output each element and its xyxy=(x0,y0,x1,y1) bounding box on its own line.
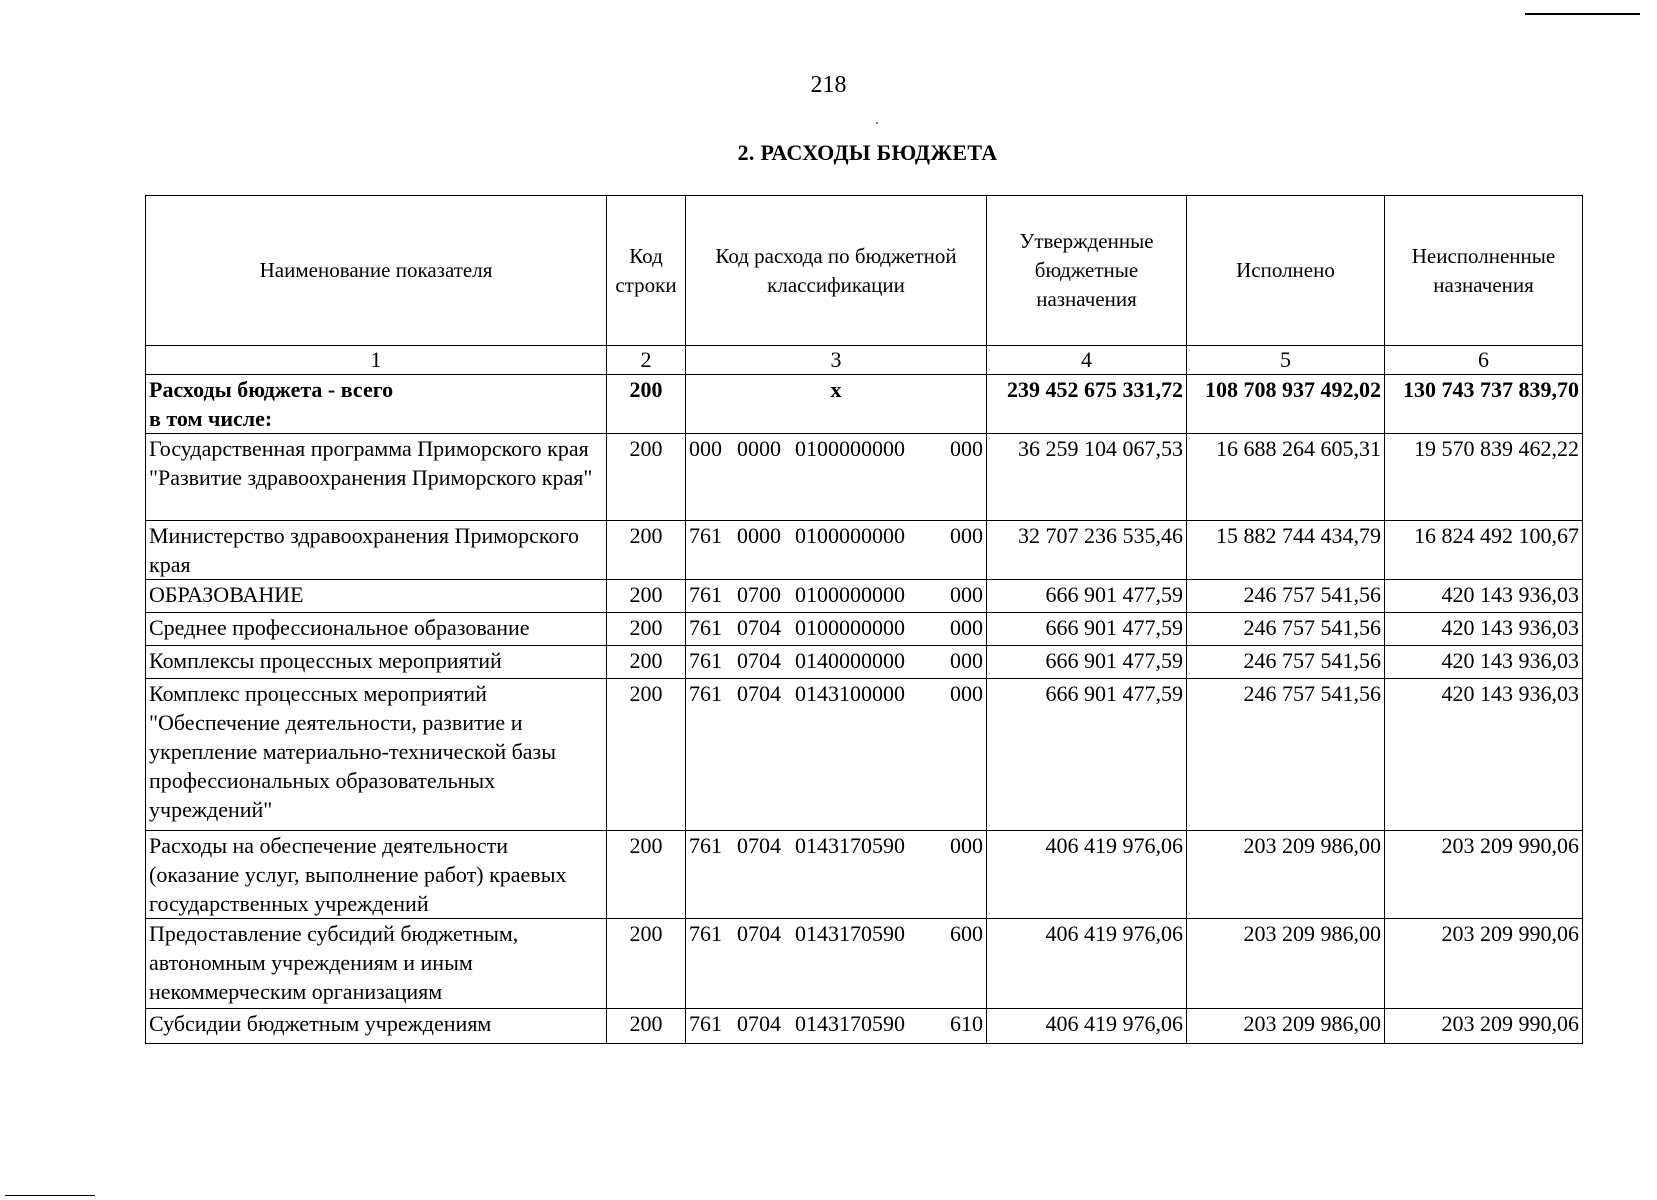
total-unexecuted: 130 743 737 839,70 xyxy=(1385,375,1583,434)
row-approved: 406 419 976,06 xyxy=(987,831,1187,919)
table-row xyxy=(146,521,1583,580)
table-row xyxy=(146,919,1583,1009)
code-type: 000 xyxy=(950,523,983,548)
total-name: Расходы бюджета - всего xyxy=(149,377,394,402)
row-executed: 16 688 264 605,31 xyxy=(1187,434,1385,521)
code-target: 0143170590 xyxy=(795,1011,905,1036)
column-number: 3 xyxy=(686,346,987,375)
code-admin: 761 xyxy=(689,1011,722,1036)
table-row xyxy=(146,434,1583,521)
code-section: 0000 xyxy=(737,436,781,461)
row-name: Комплексы процессных мероприятий xyxy=(146,646,607,679)
row-approved: 666 901 477,59 xyxy=(987,580,1187,613)
row-approved: 406 419 976,06 xyxy=(987,1009,1187,1044)
row-line-code: 200 xyxy=(607,679,686,831)
total-executed: 108 708 937 492,02 xyxy=(1187,375,1385,434)
row-name: ОБРАЗОВАНИЕ xyxy=(146,580,607,613)
row-budget-code xyxy=(686,1009,987,1044)
code-target: 0143170590 xyxy=(795,833,905,858)
row-budget-code xyxy=(686,580,987,613)
code-section: 0704 xyxy=(737,1011,781,1036)
header-line-code: Код строки xyxy=(607,196,686,346)
row-budget-code xyxy=(686,646,987,679)
header-unexecuted: Неисполненные назначения xyxy=(1385,196,1583,346)
row-approved: 36 259 104 067,53 xyxy=(987,434,1187,521)
row-executed: 246 757 541,56 xyxy=(1187,679,1385,831)
row-budget-code xyxy=(686,521,987,580)
total-approved: 239 452 675 331,72 xyxy=(987,375,1187,434)
row-line-code: 200 xyxy=(607,831,686,919)
code-admin: 761 xyxy=(689,615,722,640)
code-type: 600 xyxy=(950,921,983,946)
section-title: 2. РАСХОДЫ БЮДЖЕТА xyxy=(737,140,998,165)
header-budget-code: Код расхода по бюджетной классификации xyxy=(686,196,987,346)
column-number: 6 xyxy=(1385,346,1583,375)
row-line-code: 200 xyxy=(607,580,686,613)
scan-speck xyxy=(876,122,878,124)
column-number: 5 xyxy=(1187,346,1385,375)
code-section: 0000 xyxy=(737,523,781,548)
row-name: Министерство здравоохранения Приморского края xyxy=(146,521,607,580)
code-section: 0704 xyxy=(737,615,781,640)
row-name: Предоставление субсидий бюджетным, автономным учреждениям и иным некоммерческим организациям xyxy=(146,919,607,1009)
row-name: Среднее профессиональное образование xyxy=(146,613,607,646)
code-type: 000 xyxy=(950,833,983,858)
total-subtitle: в том числе: xyxy=(149,406,273,431)
table-row xyxy=(146,646,1583,679)
table-header-row xyxy=(146,196,1583,346)
row-name: Расходы на обеспечение деятельности (оказание услуг, выполнение работ) краевых государственных учреждений xyxy=(146,831,607,919)
code-section: 0704 xyxy=(737,833,781,858)
code-type: 000 xyxy=(950,582,983,607)
code-type: 000 xyxy=(950,648,983,673)
row-approved: 666 901 477,59 xyxy=(987,613,1187,646)
row-budget-code xyxy=(686,434,987,521)
row-executed: 246 757 541,56 xyxy=(1187,613,1385,646)
row-approved: 666 901 477,59 xyxy=(987,646,1187,679)
row-executed: 15 882 744 434,79 xyxy=(1187,521,1385,580)
row-name: Государственная программа Приморского края "Развитие здравоохранения Приморского края" xyxy=(146,434,607,521)
row-executed: 246 757 541,56 xyxy=(1187,580,1385,613)
row-unexecuted: 420 143 936,03 xyxy=(1385,613,1583,646)
row-executed: 203 209 986,00 xyxy=(1187,1009,1385,1044)
row-line-code: 200 xyxy=(607,521,686,580)
code-type: 000 xyxy=(950,681,983,706)
row-unexecuted: 203 209 990,06 xyxy=(1385,1009,1583,1044)
header-name: Наименование показателя xyxy=(146,196,607,346)
row-name: Субсидии бюджетным учреждениям xyxy=(146,1009,607,1044)
row-unexecuted: 16 824 492 100,67 xyxy=(1385,521,1583,580)
column-number: 1 xyxy=(146,346,607,375)
code-type: 000 xyxy=(950,615,983,640)
row-approved: 406 419 976,06 xyxy=(987,919,1187,1009)
table-row xyxy=(146,613,1583,646)
bottom-rule xyxy=(5,1195,95,1196)
row-unexecuted: 420 143 936,03 xyxy=(1385,580,1583,613)
code-admin: 761 xyxy=(689,681,722,706)
code-target: 0100000000 xyxy=(795,436,905,461)
code-section: 0704 xyxy=(737,681,781,706)
code-admin: 761 xyxy=(689,921,722,946)
row-unexecuted: 19 570 839 462,22 xyxy=(1385,434,1583,521)
row-budget-code xyxy=(686,613,987,646)
table-row xyxy=(146,831,1583,919)
code-admin: 761 xyxy=(689,833,722,858)
row-line-code: 200 xyxy=(607,919,686,1009)
row-unexecuted: 420 143 936,03 xyxy=(1385,646,1583,679)
code-target: 0140000000 xyxy=(795,648,905,673)
row-approved: 666 901 477,59 xyxy=(987,679,1187,831)
code-target: 0143100000 xyxy=(795,681,905,706)
total-name-cell xyxy=(146,375,607,434)
row-line-code: 200 xyxy=(607,434,686,521)
code-admin: 761 xyxy=(689,648,722,673)
code-section: 0704 xyxy=(737,921,781,946)
code-type: 610 xyxy=(950,1011,983,1036)
code-target: 0100000000 xyxy=(795,523,905,548)
page-number: 218 xyxy=(810,72,847,98)
row-line-code: 200 xyxy=(607,1009,686,1044)
row-budget-code xyxy=(686,831,987,919)
expenses-table xyxy=(145,195,1583,1044)
code-target: 0100000000 xyxy=(795,582,905,607)
code-target: 0143170590 xyxy=(795,921,905,946)
table-row xyxy=(146,580,1583,613)
code-type: 000 xyxy=(950,436,983,461)
row-budget-code xyxy=(686,679,987,831)
row-name: Комплекс процессных мероприятий "Обеспечение деятельности, развитие и укрепление материально-технической базы профессиональных образовательных учреждений" xyxy=(146,679,607,831)
header-approved: Утвержденные бюджетные назначения xyxy=(987,196,1187,346)
row-line-code: 200 xyxy=(607,613,686,646)
row-executed: 203 209 986,00 xyxy=(1187,919,1385,1009)
code-admin: 761 xyxy=(689,582,722,607)
row-line-code: 200 xyxy=(607,646,686,679)
code-target: 0100000000 xyxy=(795,615,905,640)
total-row xyxy=(146,375,1583,434)
row-unexecuted: 203 209 990,06 xyxy=(1385,831,1583,919)
row-executed: 203 209 986,00 xyxy=(1187,831,1385,919)
row-unexecuted: 420 143 936,03 xyxy=(1385,679,1583,831)
code-section: 0700 xyxy=(737,582,781,607)
total-line-code: 200 xyxy=(607,375,686,434)
row-unexecuted: 203 209 990,06 xyxy=(1385,919,1583,1009)
table-row xyxy=(146,1009,1583,1044)
top-rule xyxy=(1525,13,1640,15)
table-row xyxy=(146,679,1583,831)
column-number: 4 xyxy=(987,346,1187,375)
column-number: 2 xyxy=(607,346,686,375)
row-budget-code xyxy=(686,919,987,1009)
code-admin: 761 xyxy=(689,523,722,548)
code-admin: 000 xyxy=(689,436,722,461)
column-number-row xyxy=(146,346,1583,375)
code-section: 0704 xyxy=(737,648,781,673)
row-approved: 32 707 236 535,46 xyxy=(987,521,1187,580)
row-executed: 246 757 541,56 xyxy=(1187,646,1385,679)
total-budget-code: x xyxy=(686,375,987,434)
header-executed: Исполнено xyxy=(1187,196,1385,346)
